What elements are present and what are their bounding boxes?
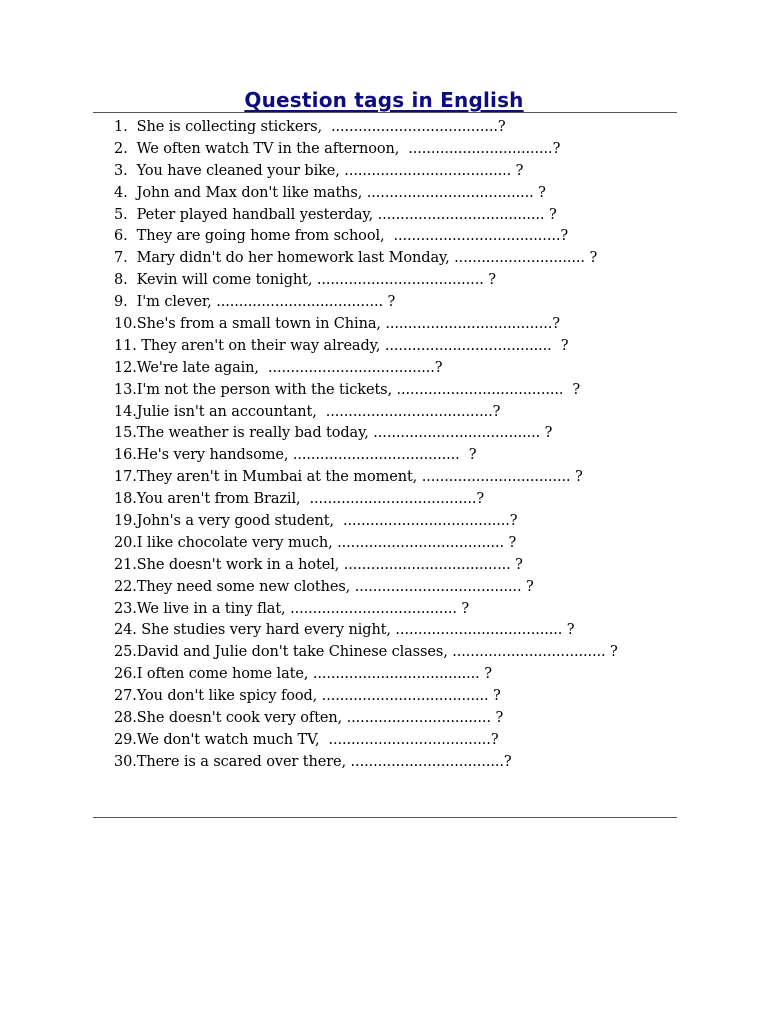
question-item: 11. They aren't on their way already, ..................................... ?	[114, 337, 569, 354]
question-item: 24. She studies very hard every night, ..................................... ?	[114, 622, 575, 639]
question-item: 5. Peter played handball yesterday, ..................................... ?	[114, 206, 557, 223]
question-item: 16.He's very handsome, ..................................... ?	[114, 447, 477, 464]
question-item: 12.We're late again, .....................................?	[114, 359, 443, 376]
question-item: 17.They aren't in Mumbai at the moment, ................................. ?	[114, 469, 583, 486]
question-item: 4. John and Max don't like maths, ..................................... ?	[114, 184, 546, 201]
question-list	[114, 117, 684, 774]
question-item: 8. Kevin will come tonight, ..................................... ?	[114, 272, 496, 289]
question-item: 13.I'm not the person with the tickets, ..................................... ?	[114, 381, 581, 398]
bottom-divider	[93, 817, 677, 818]
question-item: 29.We don't watch much TV, ....................................?	[114, 731, 499, 748]
page-title: Question tags in English	[244, 88, 524, 112]
question-item: 25.David and Julie don't take Chinese classes, .................................. ?	[114, 644, 618, 661]
question-item: 9. I'm clever, ..................................... ?	[114, 294, 396, 311]
question-item: 14.Julie isn't an accountant, .....................................?	[114, 403, 501, 420]
question-item: 27.You don't like spicy food, ..................................... ?	[114, 688, 501, 705]
question-item: 26.I often come home late, ..................................... ?	[114, 666, 492, 683]
question-item: 7. Mary didn't do her homework last Monday, ............................. ?	[114, 250, 598, 267]
question-item: 21.She doesn't work in a hotel, ..................................... ?	[114, 556, 523, 573]
question-item: 15.The weather is really bad today, ..................................... ?	[114, 425, 553, 442]
question-item: 10.She's from a small town in China, .....................................?	[114, 316, 560, 333]
question-item: 20.I like chocolate very much, ..................................... ?	[114, 534, 517, 551]
question-item: 22.They need some new clothes, ..................................... ?	[114, 578, 534, 595]
top-divider	[93, 112, 677, 113]
question-item: 28.She doesn't cook very often, ................................ ?	[114, 710, 504, 727]
question-item: 23.We live in a tiny flat, ..................................... ?	[114, 600, 470, 617]
question-item: 19.John's a very good student, .....................................?	[114, 513, 518, 530]
question-item: 2. We often watch TV in the afternoon, ................................?	[114, 140, 561, 157]
question-item: 18.You aren't from Brazil, .....................................?	[114, 491, 485, 508]
question-item: 30.There is a scared over there, ..................................?	[114, 753, 512, 770]
question-item: 3. You have cleaned your bike, ..................................... ?	[114, 162, 524, 179]
question-item: 1. She is collecting stickers, .....................................?	[114, 119, 506, 135]
question-item: 6. They are going home from school, .....................................?	[114, 228, 569, 245]
